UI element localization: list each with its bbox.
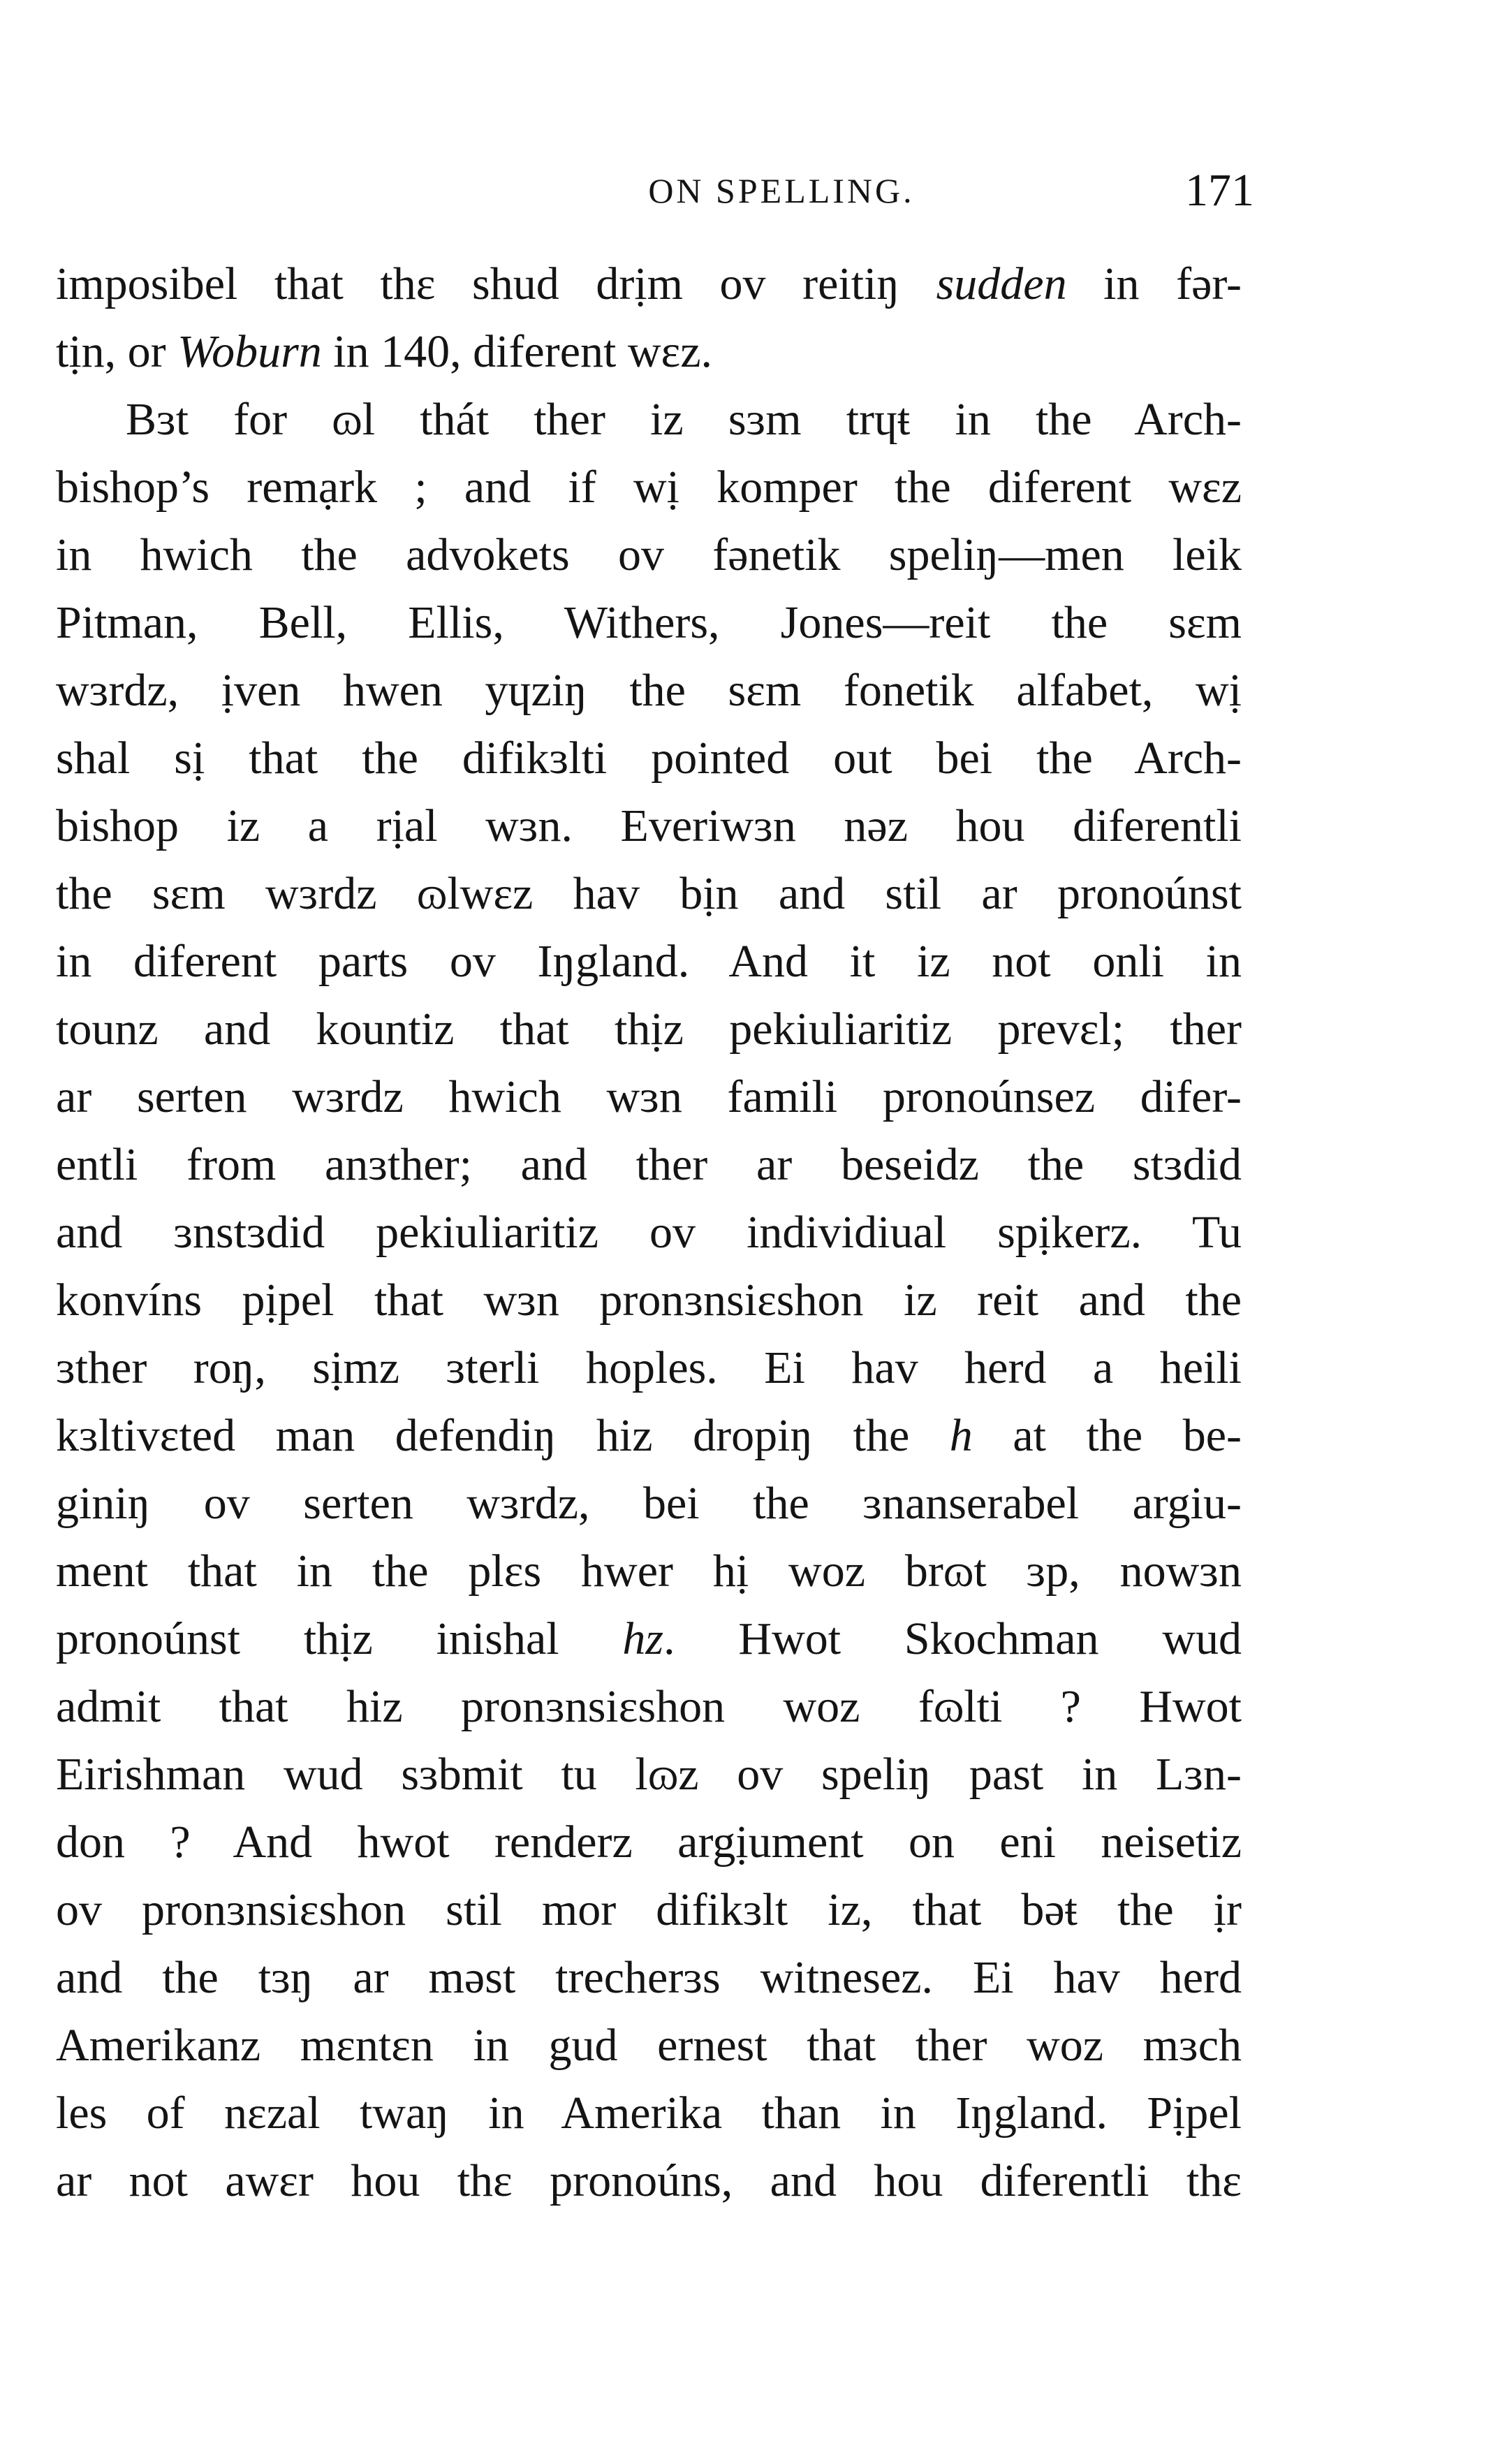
text-line: les of nɛzal twaŋ in Amerika than in Iŋgland. Pịpel (56, 2088, 1242, 2139)
text-line: Pitman, Bell, Ellis, Withers, Jones—reit the sɛm (56, 597, 1242, 648)
text-line: kɜltivɛted man defendiŋ hiz dropiŋ the h at the be- (56, 1410, 1242, 1461)
running-head: ON SPELLING. (648, 171, 915, 210)
text-line: and the tɜŋ ar məst trecherɜs witnesez. Ei hav herd (56, 1952, 1242, 2003)
text-line: don ? And hwot renderz argịument on eni neisetiz (56, 1817, 1242, 1868)
text-line: and ɜnstɜdid pekiuliaritiz ov individiual spịkerz. Tu (56, 1207, 1242, 1258)
page-number: 171 (1185, 165, 1254, 216)
text-line: ar not awɛr hou thɛ pronoúns, and hou diferentli thɛ (56, 2155, 1242, 2206)
text-line: konvíns pịpel that wɜn pronɜnsiɛshon iz reit and the (56, 1275, 1242, 1326)
body-text (56, 250, 1242, 2215)
text-line: giniŋ ov serten wɜrdz, bei the ɜnanserabel argiu- (56, 1478, 1242, 1529)
text-line: Amerikanz mɛntɛn in gud ernest that ther woz mɜch (56, 2020, 1242, 2071)
text-line: bishop’s remạrk ; and if wị komper the diferent wɛz (56, 462, 1242, 513)
text-line: Bɜt for ɷl thát ther iz sɜm trɥŧ in the Arch- (126, 394, 1242, 445)
text-line: imposibel that thɛ shud drịm ov reitiŋ sudden in fər- (56, 258, 1242, 309)
text-line: tounz and kountiz that thịz pekiuliaritiz prevɛl; ther (56, 1004, 1242, 1055)
text-line: ɜther roŋ, sịmz ɜterli hoples. Ei hav herd a heili (56, 1342, 1242, 1393)
text-line: ar serten wɜrdz hwich wɜn famili pronoúnsez difer- (56, 1071, 1242, 1122)
text-line: entli from anɜther; and ther ar beseidz the stɜdid (56, 1139, 1242, 1190)
text-line: ov pronɜnsiɛshon stil mor difikɜlt iz, that bəŧ the ịr (56, 1884, 1242, 1935)
text-line: the sɛm wɜrdz ɷlwɛz hav bịn and stil ar pronoúnst (56, 868, 1242, 919)
page-header (0, 159, 1507, 222)
text-line: pronoúnst thịz inishal hz. Hwot Skochman wud (56, 1613, 1242, 1664)
text-line: in hwich the advokets ov fənetik speliŋ—men leik (56, 529, 1242, 580)
text-line: admit that hiz pronɜnsiɛshon woz fɷlti ? Hwot (56, 1681, 1242, 1732)
text-line: bishop iz a rịal wɜn. Everiwɜn nəz hou diferentli (56, 800, 1242, 851)
text-line: ment that in the plɛs hwer hị woz brɷt ɜp, nowɜn (56, 1546, 1242, 1597)
text-line: in diferent parts ov Iŋgland. And it iz not onli in (56, 936, 1242, 987)
text-line: tịn, or Woburn in 140, diferent wɛz. (56, 326, 712, 377)
text-line: wɜrdz, ịven hwen yɥziŋ the sɛm fonetik alfabet, wị (56, 665, 1242, 716)
text-line: Eirishman wud sɜbmit tu lɷz ov speliŋ past in Lɜn- (56, 1749, 1242, 1800)
text-line: shal sị that the difikɜlti pointed out bei the Arch- (56, 733, 1242, 784)
